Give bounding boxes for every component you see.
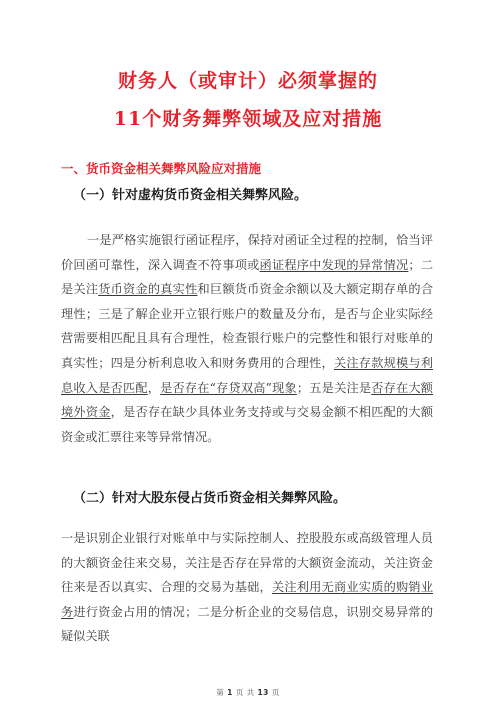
underlined-text: 关注利用无商业实质的购销业务 <box>61 580 434 619</box>
text-segment: ，是否存在缺少具体业务支持或与交易金额不相匹配的大额资金或汇票往来等异常情况。 <box>61 405 434 444</box>
underlined-text: 否存在大额境外资金 <box>61 380 433 420</box>
page-number: 1 <box>227 688 233 697</box>
text-segment: 一是严格实施银行函证程序，保持对函证全过程的控制，恰当评价回函可靠性，深入调查不符事项或 <box>61 233 433 272</box>
section-heading: 一、货币资金相关舞弊风险应对措施 <box>61 161 262 176</box>
subsection-heading-2: （二）针对大股东侵占货币资金相关舞弊风险。 <box>73 491 347 506</box>
footer-suffix: 页 <box>271 688 280 697</box>
document-title-line1: 财务人（或审计）必须掌握的 <box>117 70 378 92</box>
underlined-text: 关注存款规模与利息收入是否匹配 <box>61 355 434 395</box>
underlined-text: 函证程序中发现的异常情况 <box>259 257 409 272</box>
text-segment: ；二是关注 <box>61 257 434 297</box>
footer-prefix: 第 <box>216 688 225 697</box>
page-footer <box>0 687 496 698</box>
text-segment: 一是识别企业银行对账单中与实际控制人、控股股东或高级管理人员的大额资金往来交易，关注是否存在异常的大额资金流动，关注资金往来是否以真实、合理的交易为基础， <box>61 531 433 595</box>
paragraph-1 <box>61 228 433 449</box>
subsection-heading-1: （一）针对虚构货币资金相关舞弊风险。 <box>73 188 308 203</box>
document-title-line2: 11个财务舞弊领域及应对措施 <box>113 108 383 130</box>
footer-middle: 页 共 <box>235 688 255 697</box>
text-segment: ；五是关注是 <box>296 380 372 395</box>
text-segment: 进行资金占用的情况；二是分析企业的交易信息，识别交易异常的疑似关联 <box>61 604 434 644</box>
text-segment: ， <box>147 380 161 395</box>
underlined-text: 是否存在“存贷双高”现象 <box>160 380 297 395</box>
text-segment: 和巨额货币资金余额以及大额定期存单的合理性；三是了解企业开立银行账户的数量及分布，是否与企业实际经营需要相匹配且具有合理性，检查银行账户的完整性和银行对账单的真实性；四是分析利息收入和财务费用的合理性， <box>61 282 434 370</box>
paragraph-2 <box>61 526 433 649</box>
total-pages: 13 <box>257 688 269 697</box>
underlined-text: 货币资金的真实性 <box>98 282 198 297</box>
